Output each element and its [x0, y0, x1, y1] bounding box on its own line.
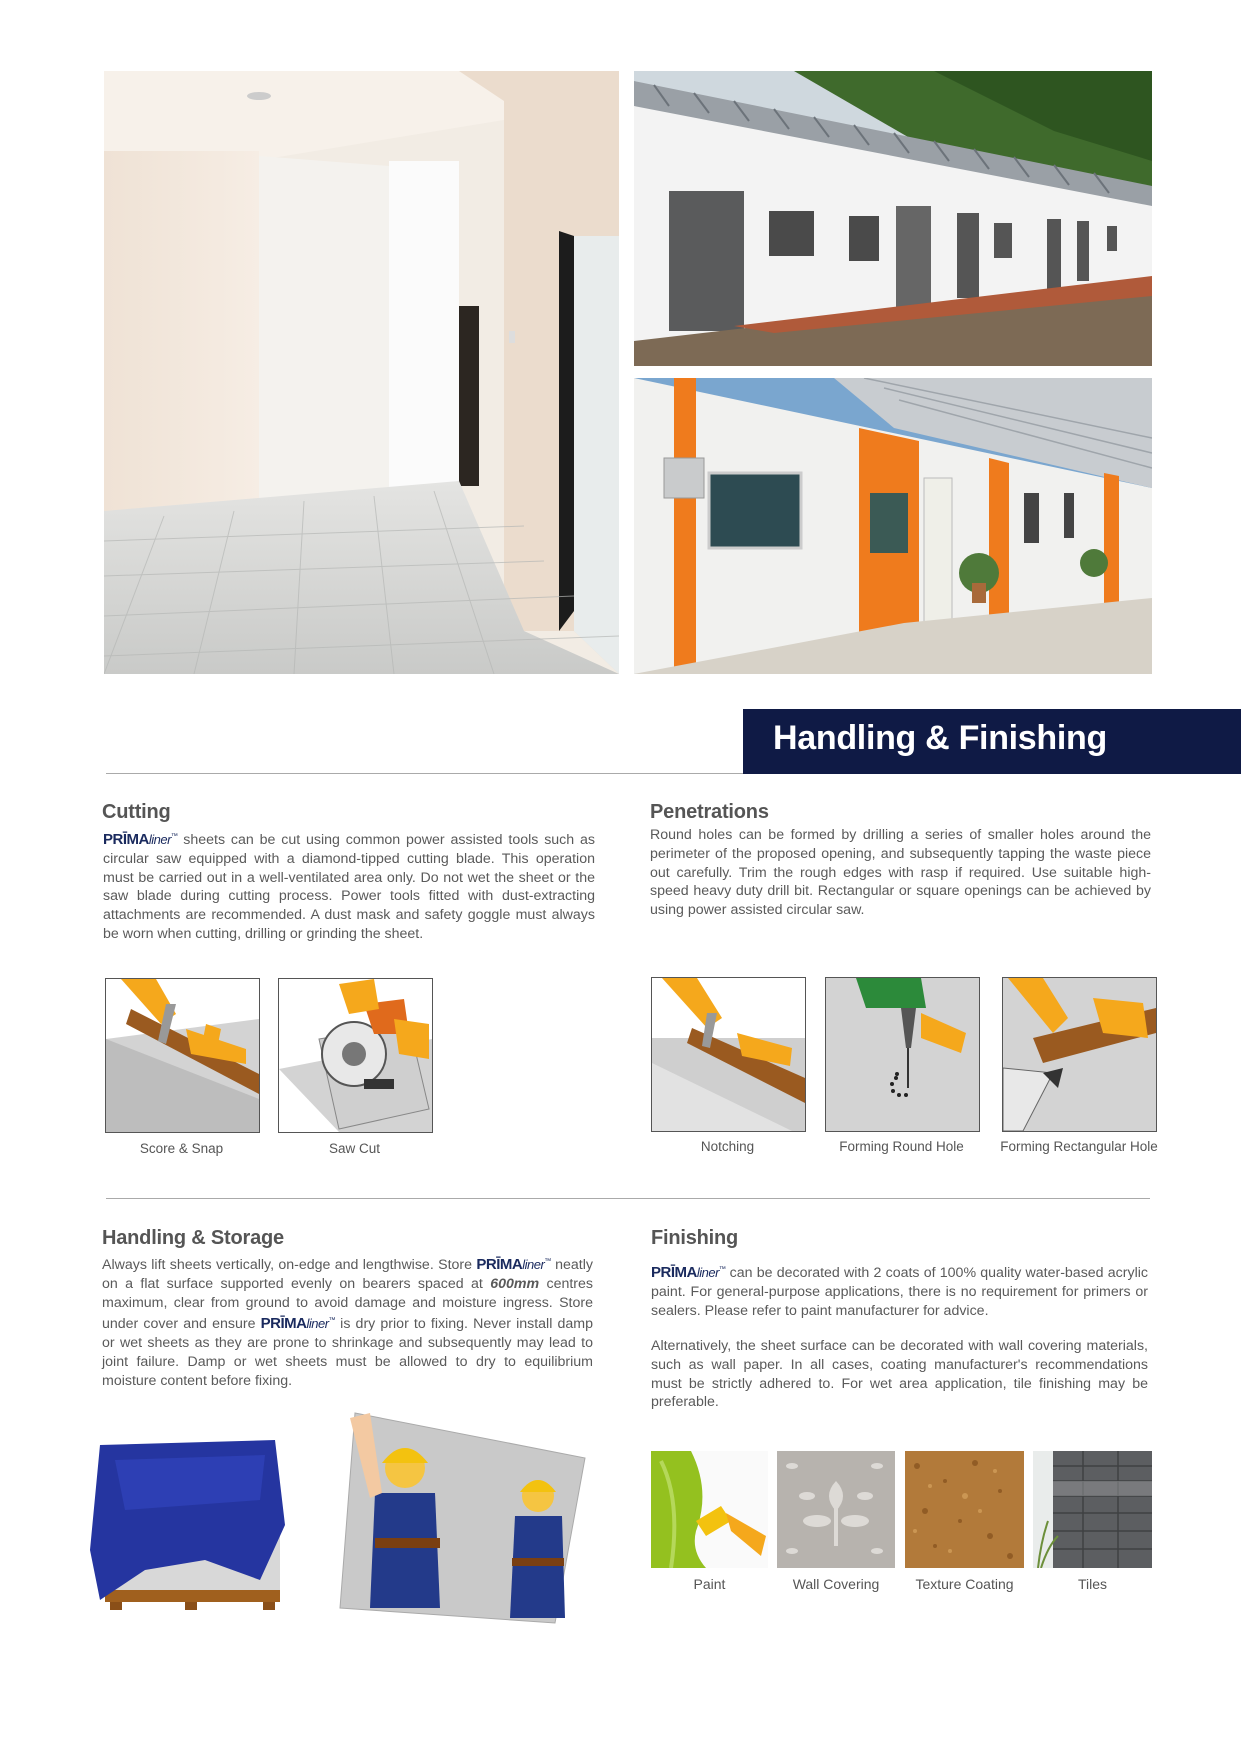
texture-coating-swatch: [905, 1451, 1024, 1568]
middle-divider: [106, 1198, 1150, 1199]
prima-liner-logo: PRĪMAliner™: [260, 1315, 336, 1333]
caption-score-snap: Score & Snap: [139, 1141, 224, 1156]
handling-heading: Handling & Storage: [102, 1227, 284, 1249]
workers-lifting-sheet-illustration: [320, 1408, 590, 1626]
orange-building-photo: [634, 378, 1152, 674]
interior-room-photo: [104, 71, 619, 674]
saw-cut-illustration: [278, 978, 433, 1133]
handling-paragraph: Always lift sheets vertically, on-edge and lengthwise. Store PRĪMAliner™ neatly on a flat surface supported evenly on bearers spaced at 600mm centres maximum, clear from ground to avoid damage and moisture ingress. Store under cover and ensure PRĪMAliner™ is dry prior to fixing. Never install damp or wet sheets as they are prone to shrinkage and subsequently may lead to joint failure. Damp or wet sheets must be allowed to dry to equilibrium moisture content before fixing.: [102, 1256, 594, 1389]
tiles-swatch: [1033, 1451, 1152, 1568]
finishing-paragraph-1: PRĪMAliner™ can be decorated with 2 coats of 100% quality water-based acrylic paint. For general-purpose applications, there is no requirement for primers or sealers. Please refer to paint manufacturer for advice.: [651, 1264, 1148, 1319]
round-hole-illustration: [825, 977, 980, 1132]
banner-divider: [106, 773, 743, 774]
caption-tiles: Tiles: [1077, 1576, 1108, 1592]
caption-notching: Notching: [700, 1139, 755, 1154]
finishing-heading: Finishing: [651, 1227, 739, 1249]
cutting-paragraph: PRĪMAliner™ sheets can be cut using common power assisted tools such as circular saw equipped with a diamond-tipped cutting blade. This operation must be carried out in a well-ventilated area only. Do not wet the sheet or the saw blade during cutting process. Power tools fitted with dust-extracting attachments are recommended. A dust mask and safety goggle must always be worn when cutting, drilling or grinding the sheet.: [103, 831, 595, 942]
rectangular-hole-illustration: [1002, 977, 1157, 1132]
caption-saw-cut: Saw Cut: [328, 1141, 381, 1156]
caption-wall-covering: Wall Covering: [792, 1576, 880, 1592]
caption-round-hole: Forming Round Hole: [839, 1139, 964, 1154]
penetrations-paragraph: Round holes can be formed by drilling a series of smaller holes around the perimeter of the proposed opening, and subsequently tapping the waste piece out carefully. Trim the rough edges with rasp if required. Use suitable high-speed heavy duty drill bit. Rectangular or square openings can be achieved by using power assisted circular saw.: [650, 827, 1151, 919]
paint-swatch: [651, 1451, 768, 1568]
covered-sheet-stack-illustration: [85, 1440, 290, 1615]
caption-rectangular-hole: Forming Rectangular Hole: [1000, 1139, 1158, 1154]
caption-texture-coating: Texture Coating: [915, 1576, 1014, 1592]
wall-covering-swatch: [777, 1451, 895, 1568]
caption-paint: Paint: [693, 1576, 726, 1592]
prima-liner-logo: PRĪMAliner™: [476, 1256, 551, 1273]
page-title: Handling & Finishing: [773, 719, 1107, 757]
cutting-heading: Cutting: [102, 801, 171, 823]
penetrations-heading: Penetrations: [650, 801, 769, 823]
construction-frame-photo: [634, 71, 1152, 366]
score-snap-illustration: [105, 978, 260, 1133]
prima-liner-logo: PRĪMAliner™: [103, 831, 178, 848]
finishing-paragraph-2: Alternatively, the sheet surface can be decorated with wall covering materials, such as wall paper. In all cases, coating manufacturer's recommendations must be strictly adhered to. For wet area application, tile finishing may be preferable.: [651, 1338, 1148, 1411]
prima-liner-logo: PRĪMAliner™: [651, 1264, 726, 1281]
notching-illustration: [651, 977, 806, 1132]
